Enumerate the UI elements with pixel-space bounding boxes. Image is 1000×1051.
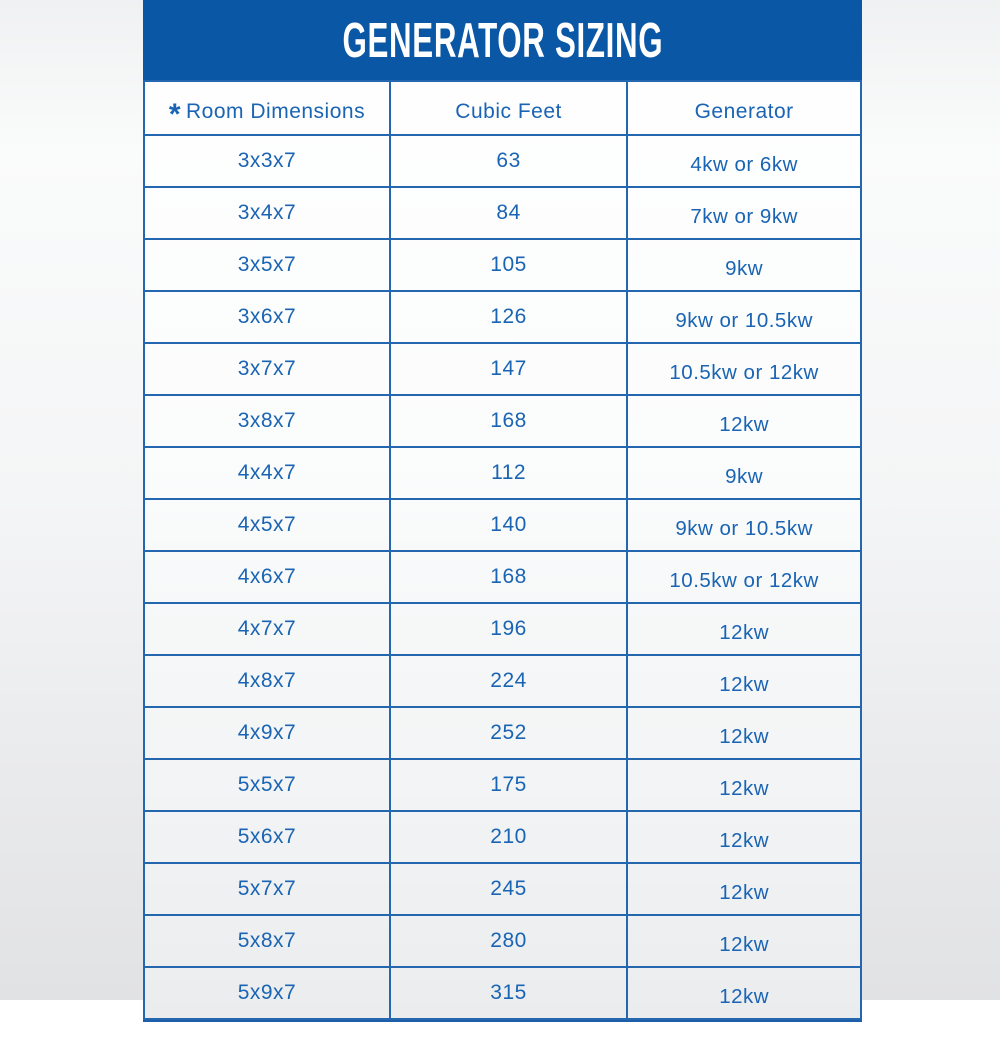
header-room-dimensions: * Room Dimensions	[144, 81, 390, 135]
header-room-dimensions-label: Room Dimensions	[186, 100, 366, 123]
cell-generator: 12kw	[627, 967, 861, 1019]
cell-cubic-feet: 84	[390, 187, 627, 239]
header-row	[144, 81, 861, 135]
cell-room-dimensions: 3x5x7	[144, 239, 390, 291]
cell-generator: 10.5kw or 12kw	[627, 551, 861, 603]
cell-generator: 12kw	[627, 603, 861, 655]
table-row	[144, 239, 861, 291]
cell-generator: 4kw or 6kw	[627, 135, 861, 187]
cell-cubic-feet: 168	[390, 395, 627, 447]
table-row	[144, 343, 861, 395]
cell-cubic-feet: 315	[390, 967, 627, 1019]
cell-generator: 9kw or 10.5kw	[627, 499, 861, 551]
cell-cubic-feet: 224	[390, 655, 627, 707]
footnote-text: Room Dimensions are based on cubic feet = WxLxH	[209, 1022, 751, 1048]
cell-room-dimensions: 3x7x7	[144, 343, 390, 395]
cell-room-dimensions: 5x7x7	[144, 863, 390, 915]
cell-generator: 9kw	[627, 239, 861, 291]
cell-generator: 12kw	[627, 707, 861, 759]
cell-generator: 9kw	[627, 447, 861, 499]
table-row	[144, 187, 861, 239]
generator-sizing-table	[143, 80, 862, 1020]
cell-room-dimensions: 4x4x7	[144, 447, 390, 499]
table-row	[144, 707, 861, 759]
table-row	[144, 603, 861, 655]
table-row	[144, 447, 861, 499]
cell-cubic-feet: 126	[390, 291, 627, 343]
cell-generator: 12kw	[627, 915, 861, 967]
cell-cubic-feet: 280	[390, 915, 627, 967]
cell-room-dimensions: 5x9x7	[144, 967, 390, 1019]
cell-room-dimensions: 3x4x7	[144, 187, 390, 239]
cell-generator: 12kw	[627, 655, 861, 707]
table-row	[144, 291, 861, 343]
cell-room-dimensions: 5x6x7	[144, 811, 390, 863]
cell-generator: 12kw	[627, 863, 861, 915]
table-row	[144, 499, 861, 551]
cell-generator: 9kw or 10.5kw	[627, 291, 861, 343]
cell-cubic-feet: 175	[390, 759, 627, 811]
cell-room-dimensions: 4x8x7	[144, 655, 390, 707]
cell-room-dimensions: 4x6x7	[144, 551, 390, 603]
sizing-table	[143, 80, 862, 1022]
cell-cubic-feet: 147	[390, 343, 627, 395]
cell-room-dimensions: 5x5x7	[144, 759, 390, 811]
cell-cubic-feet: 245	[390, 863, 627, 915]
cell-generator: 10.5kw or 12kw	[627, 343, 861, 395]
cell-room-dimensions: 3x3x7	[144, 135, 390, 187]
cell-generator: 12kw	[627, 759, 861, 811]
table-row	[144, 655, 861, 707]
cell-cubic-feet: 168	[390, 551, 627, 603]
table-row	[144, 811, 861, 863]
cell-cubic-feet: 210	[390, 811, 627, 863]
generator-sizing-panel	[143, 0, 862, 1051]
page-title: GENERATOR SIZING	[342, 12, 663, 68]
cell-generator: 12kw	[627, 395, 861, 447]
table-row	[144, 135, 861, 187]
cell-room-dimensions: 3x8x7	[144, 395, 390, 447]
cell-room-dimensions: 5x8x7	[144, 915, 390, 967]
table-row	[144, 551, 861, 603]
cell-room-dimensions: 4x7x7	[144, 603, 390, 655]
header-generator: Generator	[627, 81, 861, 135]
cell-room-dimensions: 4x9x7	[144, 707, 390, 759]
title-bar	[143, 0, 862, 80]
table-row	[144, 915, 861, 967]
header-cubic-feet: Cubic Feet	[390, 81, 627, 135]
cell-room-dimensions: 4x5x7	[144, 499, 390, 551]
table-row	[144, 395, 861, 447]
footnote-asterisk-icon: ✱	[173, 1021, 196, 1051]
cell-cubic-feet: 105	[390, 239, 627, 291]
cell-cubic-feet: 140	[390, 499, 627, 551]
cell-cubic-feet: 112	[390, 447, 627, 499]
table-row	[144, 863, 861, 915]
cell-generator: 7kw or 9kw	[627, 187, 861, 239]
cell-generator: 12kw	[627, 811, 861, 863]
cell-room-dimensions: 3x6x7	[144, 291, 390, 343]
cell-cubic-feet: 63	[390, 135, 627, 187]
table-body	[144, 135, 861, 1019]
cell-cubic-feet: 252	[390, 707, 627, 759]
table-row	[144, 759, 861, 811]
cell-cubic-feet: 196	[390, 603, 627, 655]
table-row	[144, 967, 861, 1019]
footnote-bar	[143, 1022, 862, 1049]
